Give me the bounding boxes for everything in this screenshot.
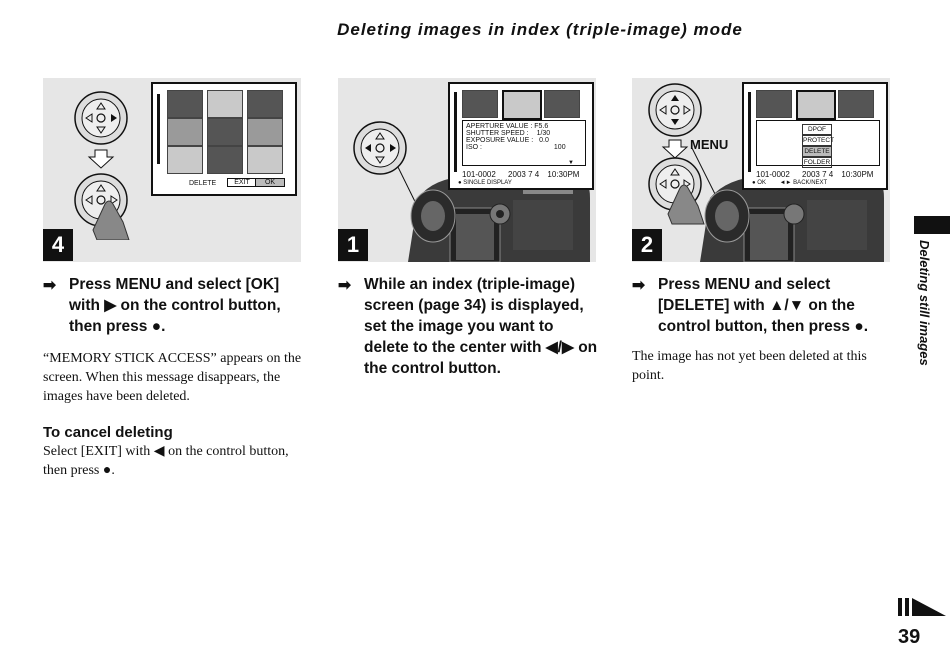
lcd-screen <box>742 82 888 190</box>
page-title: Deleting images in index (triple-image) mode <box>337 20 743 39</box>
control-button-icon <box>71 90 131 240</box>
left-triangle-icon: ◀ <box>153 444 165 459</box>
center-button-icon: ● <box>854 318 864 335</box>
date: 2003 7 4 <box>802 170 834 179</box>
lcd-screen <box>151 82 297 196</box>
time: 10:30PM <box>547 170 580 179</box>
arrow-right-icon: ➡ <box>43 277 56 294</box>
center-button-icon: ● <box>102 463 112 478</box>
step-number: 4 <box>43 229 73 261</box>
lcd-footer-nav: ◄► BACK/NEXT <box>779 180 828 186</box>
menu-item-folder: FOLDER <box>803 159 831 166</box>
scroll-down-icon: ▼ <box>568 160 574 166</box>
date: 2003 7 4 <box>508 170 540 179</box>
continue-icon <box>898 598 948 618</box>
menu-item-dpof: DPOF <box>802 124 832 135</box>
file-number: 101-0002 <box>756 170 790 179</box>
step-number: 2 <box>632 229 662 261</box>
step-1-text: ➡ While an index (triple-image) screen (page 34) is displayed, set the image you want to delete to the center with ◀/▶ on the control button. <box>338 276 598 377</box>
page-number: 39 <box>898 626 921 648</box>
menu-list <box>802 124 835 168</box>
menu-item-delete: DELETE <box>802 146 832 157</box>
lcd-footer-ok: ● OK <box>752 180 766 186</box>
lcd-footer: ● SINGLE DISPLAY <box>458 180 512 186</box>
file-number: 101-0002 <box>462 170 496 179</box>
step-2-body: The image has not yet been deleted at this point. <box>632 349 867 383</box>
arrow-right-icon: ➡ <box>338 277 351 294</box>
step-number: 1 <box>338 229 368 261</box>
subheading: To cancel deleting <box>43 424 173 441</box>
time: 10:30PM <box>841 170 874 179</box>
left-right-triangle-icon: ◀/▶ <box>545 339 574 356</box>
delete-label: DELETE <box>189 180 217 187</box>
menu-item-protect: PROTECT <box>803 137 835 144</box>
exit-option: EXIT <box>227 178 257 187</box>
menu-callout: MENU <box>690 137 729 152</box>
step-4-body: “MEMORY STICK ACCESS” appears on the screen. When this message disappears, the images have been deleted. <box>43 351 302 404</box>
right-triangle-icon: ▶ <box>104 297 117 314</box>
step-4-text: ➡ Press MENU and select [OK] with ▶ on the control button, then press ●. “MEMORY STICK ACCESS” appears on the screen. When this message disappears, the images have been deleted. To cancel deleting Select [EXIT] with ◀ on the control button, then press ●. <box>43 274 305 480</box>
section-tab <box>914 216 950 234</box>
exif-info: APERTURE VALUE : F5.6 SHUTTER SPEED : 1/30 EXPOSURE VALUE : 0.0 ISO : 100 <box>466 123 566 151</box>
center-button-icon: ● <box>151 318 162 335</box>
up-down-triangle-icon: ▲/▼ <box>769 297 805 314</box>
lcd-screen <box>448 82 594 190</box>
step-2-illustration <box>632 78 890 262</box>
step-2-text: ➡ Press MENU and select [DELETE] with ▲/▼ on the control button, then press ●. The image has not yet been deleted at this point. <box>632 274 894 385</box>
arrow-right-icon: ➡ <box>632 277 645 294</box>
side-label: Deleting still images <box>917 240 932 366</box>
ok-option: OK <box>255 178 285 187</box>
step-1-illustration <box>338 78 596 262</box>
step-4-illustration <box>43 78 301 262</box>
